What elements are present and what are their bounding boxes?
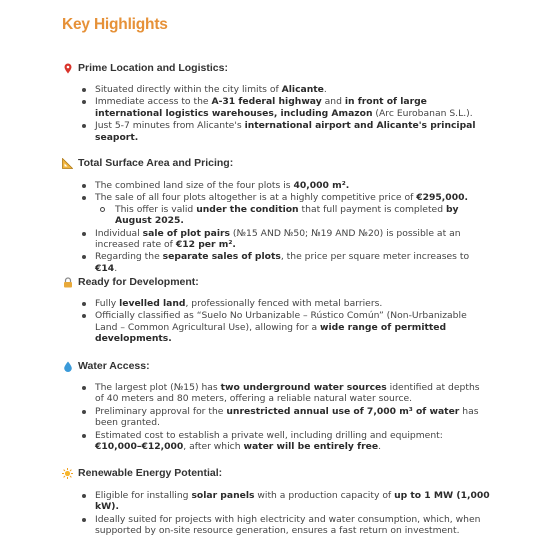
bold-text: sale of plot pairs xyxy=(142,227,230,239)
text-run: Immediate access to the xyxy=(95,96,212,108)
text-run: Estimated cost to establish a private well, including drilling and equipment: xyxy=(95,429,443,441)
list-item xyxy=(80,490,490,513)
text-run: . xyxy=(323,84,327,95)
text-run: Just 5-7 minutes from Alicante's xyxy=(95,120,245,132)
list-item xyxy=(80,180,490,191)
bullet-list xyxy=(80,490,490,538)
section-heading-development xyxy=(62,276,199,288)
text-run: (№15 AND №50; №19 AND №20) is possible at an increased rate of xyxy=(95,227,461,251)
text-run: (Arc Eurobanan S.L.). xyxy=(372,107,473,119)
text-run: The combined land size of the four plots is xyxy=(95,180,294,191)
bullet-list xyxy=(80,84,490,144)
list-item xyxy=(80,514,490,537)
bold-text: water will be entirely free xyxy=(243,441,379,453)
text-run: Fully xyxy=(95,298,120,309)
section-heading-label: Prime Location and Logistics: xyxy=(78,62,228,74)
list-item xyxy=(80,382,490,405)
text-run: The largest plot (№15) has xyxy=(95,382,221,393)
bullet-list xyxy=(80,180,490,275)
section-heading-pricing xyxy=(62,157,233,169)
bold-text: 40,000 m². xyxy=(293,180,350,191)
ruler-icon xyxy=(62,158,73,169)
lock-icon xyxy=(62,277,73,288)
bold-text: separate sales of plots xyxy=(162,251,281,263)
list-item xyxy=(80,251,490,274)
list-item xyxy=(80,310,490,344)
list-item xyxy=(80,406,490,429)
bold-text: in front of large international logistics warehouses, including Amazon xyxy=(95,96,427,119)
bold-text: €295,000. xyxy=(416,192,468,204)
text-run: . xyxy=(114,262,118,274)
section-heading-energy xyxy=(62,467,222,479)
bold-text: up to 1 MW (1,000 kW). xyxy=(95,490,490,513)
list-item xyxy=(80,96,490,119)
bold-text: solar panels xyxy=(191,490,255,501)
text-run: Eligible for installing xyxy=(95,490,192,501)
bold-text: unrestricted annual use of 7,000 m³ of water xyxy=(226,405,460,417)
bold-text: €12 per m². xyxy=(175,239,236,251)
text-run: This offer is valid xyxy=(115,203,197,215)
bold-text: by August 2025. xyxy=(115,203,459,227)
text-run: . xyxy=(378,441,381,453)
list-item xyxy=(80,298,490,309)
page-title: Key Highlights xyxy=(62,16,168,33)
text-run: , professionally fenced with metal barriers. xyxy=(185,298,383,309)
water-drop-icon xyxy=(62,361,73,372)
section-heading-water xyxy=(62,360,150,372)
bold-text: wide range of permitted developments. xyxy=(95,321,447,345)
sub-list xyxy=(95,204,490,227)
section-heading-location xyxy=(62,62,228,74)
text-run: with a production capacity of xyxy=(254,490,395,501)
bold-text: €10,000–€12,000 xyxy=(95,441,184,453)
text-run: and xyxy=(321,96,345,108)
bold-text: under the condition xyxy=(196,203,299,215)
bullet-list xyxy=(80,298,490,346)
text-run: , after which xyxy=(183,441,244,453)
bold-text: two underground water sources xyxy=(220,382,387,393)
list-item xyxy=(80,430,490,453)
bold-text: international airport and Alicante's principal seaport. xyxy=(95,120,476,143)
sun-icon xyxy=(62,468,73,479)
pin-icon xyxy=(62,63,73,74)
list-item xyxy=(80,192,490,226)
text-run: Ideally suited for projects with high electricity and water consumption, which, when supported by on-site resource generation, ensures a fast return on investment. xyxy=(95,513,481,537)
text-run: The sale of all four plots altogether is at a highly competitive price of xyxy=(95,192,417,204)
sub-list-item xyxy=(95,204,490,227)
bold-text: A-31 federal highway xyxy=(211,96,322,108)
text-run: has been granted. xyxy=(95,405,479,429)
section-heading-label: Water Access: xyxy=(78,360,150,372)
text-run: that full payment is completed xyxy=(298,203,446,215)
text-run: identified at depths of 40 meters and 80 meters, offering a reliable natural water source. xyxy=(95,382,480,405)
bold-text: Alicante xyxy=(281,84,324,95)
text-run: Preliminary approval for the xyxy=(95,405,227,417)
list-item xyxy=(80,120,490,143)
bold-text: levelled land xyxy=(119,298,186,309)
bullet-list xyxy=(80,382,490,453)
section-heading-label: Renewable Energy Potential: xyxy=(78,467,223,479)
text-run: , the price per square meter increases to xyxy=(280,251,470,263)
text-run: Officially classified as “Suelo No Urbanizable – Rústico Común” (Non-Urbanizable Land – Common Agricultural Use), allowing for a xyxy=(95,310,467,333)
section-heading-label: Total Surface Area and Pricing: xyxy=(78,157,234,169)
text-run: Situated directly within the city limits of xyxy=(95,84,282,95)
section-heading-label: Ready for Development: xyxy=(78,276,199,288)
list-item xyxy=(80,84,490,95)
text-run: Regarding the xyxy=(95,251,163,263)
list-item xyxy=(80,228,490,251)
text-run: Individual xyxy=(95,227,143,239)
bold-text: €14 xyxy=(95,262,115,274)
